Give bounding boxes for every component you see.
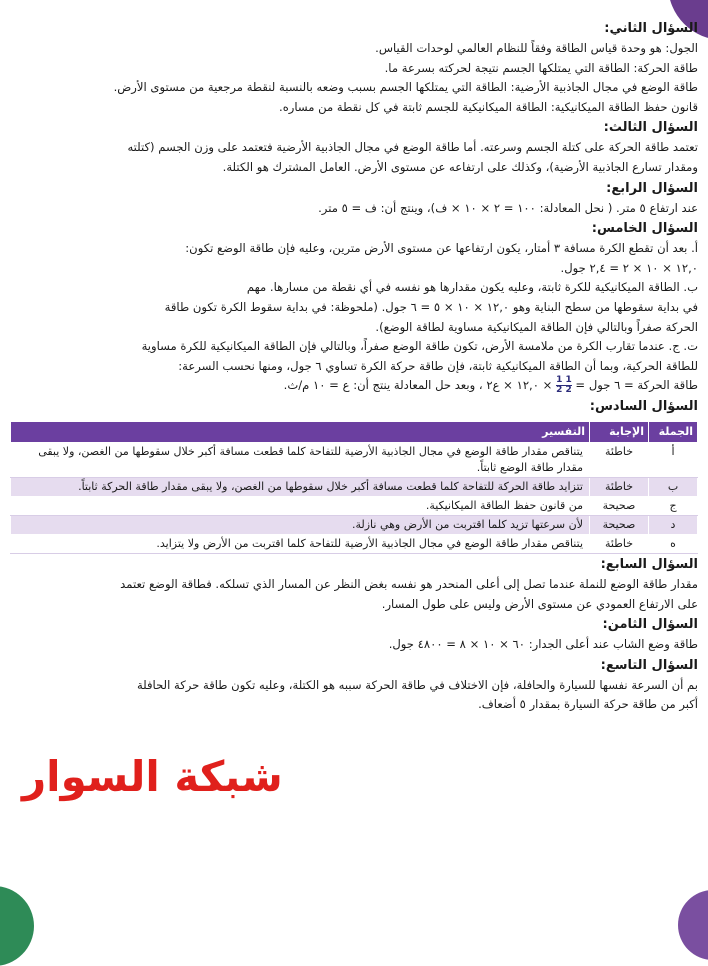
table-row [11,515,698,534]
q5-line: أ. بعد أن تقطع الكرة مسافة ٣ أمتار، يكون ارتفاعها عن مستوى الأرض مترين، وعليه فإن طاقة الوضع تكون: [185,241,698,256]
q4-line: عند ارتفاع ٥ متر. ( نحل المعادلة: ١٠٠ = ٢ × ١٠ × ف)، وينتج أن: ف = ٥ متر. [318,200,698,215]
equation-pre: طاقة الحركة = ٦ جول = [575,378,698,393]
row-answer: خاطئة [590,442,649,477]
header-sentence: الجملة [649,421,698,442]
q7-line: مقدار طاقة الوضع للنملة عندما تصل إلى أعلى المنحدر هو نفسه بغض النظر عن المسار الذي تسلكه. فطاقة الوضع تعتمد [120,576,698,591]
question-7-heading: السؤال السابع: [600,556,698,572]
header-explanation: التفسير [11,421,590,442]
question-2-heading: السؤال الثاني: [604,21,698,36]
q5-equation [10,376,698,396]
row-letter: ه [649,534,698,553]
q9-line: بم أن السرعة نفسها للسيارة والحافلة، فإن الاختلاف في طاقة الحركة سببه هو الكتلة، وعليه تكون طاقة حركة الحافلة [136,677,698,692]
question-3-heading: السؤال الثالث: [603,120,698,136]
row-answer: صحيحة [590,496,649,515]
q2-line: قانون حفظ الطاقة الميكانيكية: الطاقة الميكانيكية للجسم ثابتة في كل نقطة من مساره. [279,99,698,114]
q7-line: على الارتفاع العمودي عن مستوى الأرض وليس على طول المسار. [381,596,698,611]
question-8-heading: السؤال الثامن: [602,617,698,633]
fraction-bottom: 2 2 [556,385,572,396]
row-explanation: يتناقص مقدار طاقة الوضع في مجال الجاذبية الأرضية للتفاحة كلما قطعت مسافة أكبر خلال سقوطها من الغصن، ولا يبقى مقدار طاقة الوضع ثابتاً. [11,442,590,477]
row-letter: ج [649,496,698,515]
table-row [11,534,698,553]
table-row [11,477,698,496]
q2-line: طاقة الحركة: الطاقة التي يمتلكها الجسم نتيجة لحركته بسرعة ما. [384,60,698,75]
row-explanation: تتزايد طاقة الحركة للتفاحة كلما قطعت مسافة أكبر خلال سقوطها من الغصن، ولا يبقى مقدار طاقة الحركة ثابتاً. [11,477,590,496]
row-answer: صحيحة [590,515,649,534]
decorative-corner-bottom-right [678,890,708,960]
question-9-heading: السؤال التاسع: [600,657,698,673]
row-explanation: لأن سرعتها تزيد كلما اقتربت من الأرض وهي نازلة. [11,515,590,534]
q2-line: طاقة الوضع في مجال الجاذبية الأرضية: الطاقة التي يمتلكها الجسم بسبب وضعه بالنسبة لنقطة مرجعية من مستوى الأرض. [113,80,698,95]
q8-line: طاقة وضع الشاب عند أعلى الجدار: ٦٠ × ١٠ × ٨ = ٤٨٠٠ جول. [388,637,698,652]
q5-line: ١٢,٠ × ١٠ × ٢ = ٢,٤ جول. [560,260,698,275]
row-explanation: يتناقص مقدار طاقة الوضع في مجال الجاذبية الأرضية للتفاحة كلما اقتربت من الأرض ولا يتزايد. [11,534,590,553]
q5-line: ب. الطاقة الميكانيكية للكرة ثابتة، وعليه يكون مقدارها هو نفسه في أي نقطة من مسارها. مهم [246,280,698,295]
table-header-row [11,421,698,442]
q3-line: تعتمد طاقة الحركة على كتلة الجسم وسرعته. أما طاقة الوضع في مجال الجاذبية الأرضية فتعتمد على وزن الجسم (كتلته [127,140,698,155]
q2-line: الجول: هو وحدة قياس الطاقة وفقاً للنظام العالمي لوحدات القياس. [375,41,698,55]
q9-line: أكبر من طاقة حركة السيارة بمقدار ٥ أضعاف. [478,697,698,712]
site-watermark: شبكة السوار [22,752,283,801]
row-letter: ب [649,477,698,496]
table-row [11,442,698,477]
answers-table [10,421,698,554]
question-5-heading: السؤال الخامس: [591,221,698,237]
row-letter: أ [649,442,698,477]
question-4-heading: السؤال الرابع: [606,180,698,196]
q5-line: الحركة صفراً وبالتالي فإن الطاقة الميكانيكية مساوية لطاقة الوضع). [375,319,698,334]
row-letter: د [649,515,698,534]
q5-line: للطاقة الحركية، وبما أن الطاقة الميكانيكية ثابتة، فإن طاقة حركة الكرة تساوي ٦ جول، ومنها نحسب السرعة: [178,358,698,373]
q3-line: ومقدار تسارع الجاذبية الأرضية)، وكذلك على ارتفاعه عن مستوى الأرض. العامل المشترك هو الكتلة. [222,159,698,174]
table-row [11,496,698,515]
q5-line: ت. ج. عندما تقارب الكرة من ملامسة الأرض، تكون طاقة الوضع صفراً، وبالتالي فإن الطاقة الميكانيكية للكرة مساوية [141,339,698,354]
header-answer: الإجابة [590,421,649,442]
fraction [556,376,572,395]
q5-line: في بداية سقوطها من سطح البناية وهو ١٢,٠ × ١٠ × ٥ = ٦ جول. (ملحوظة: في بداية سقوط الكرة تكون طاقة [164,299,698,314]
question-6-heading: السؤال السادس: [589,398,698,414]
document-body [10,18,698,715]
fraction-top: 1 1 [556,375,572,386]
row-answer: خاطئة [590,477,649,496]
decorative-corner-bottom-left [0,886,34,966]
row-answer: خاطئة [590,534,649,553]
row-explanation: من قانون حفظ الطاقة الميكانيكية. [11,496,590,515]
equation-post: × ١٢,٠ × ع٢ ، وبعد حل المعادلة ينتج أن: ع = ١٠ م/ث. [283,378,553,393]
